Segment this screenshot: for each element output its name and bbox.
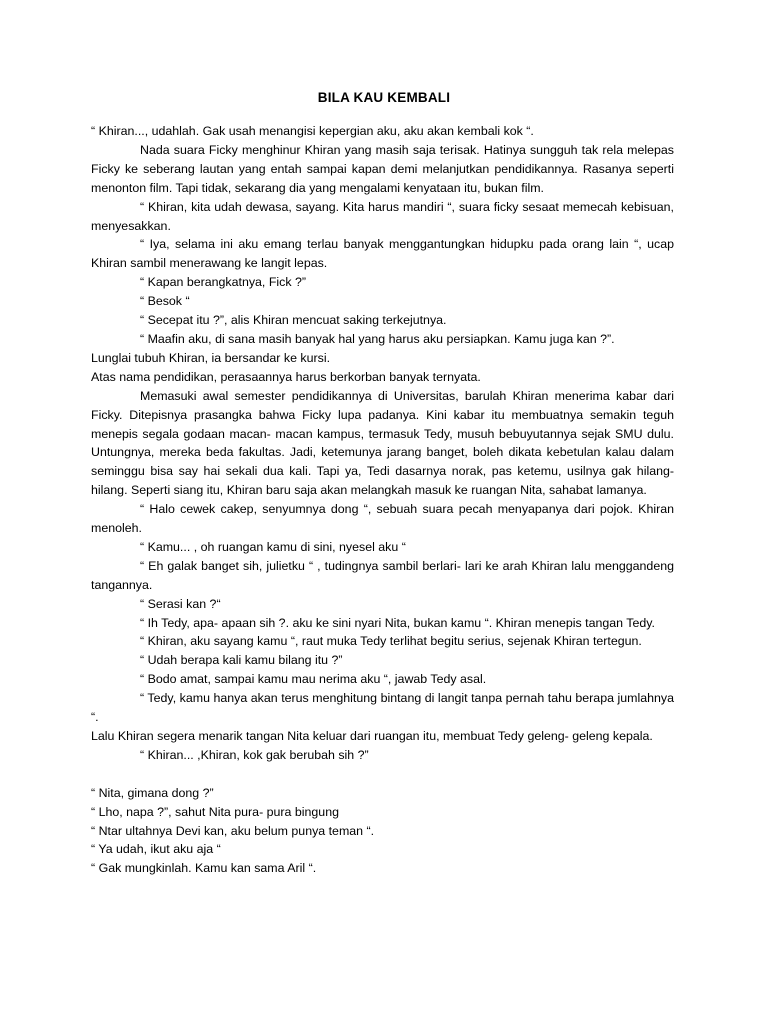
- paragraph: “ Lho, napa ?”, sahut Nita pura- pura bingung: [91, 804, 339, 819]
- paragraph: “ Ntar ultahnya Devi kan, aku belum punya teman “.: [91, 823, 375, 838]
- paragraph: “ Khiran... ,Khiran, kok gak berubah sih ?”: [140, 747, 369, 762]
- paragraph: “ Secepat itu ?”, alis Khiran mencuat saking terkejutnya.: [140, 313, 447, 328]
- paragraph-gap: [91, 765, 674, 784]
- paragraph: “ Halo cewek cakep, senyumnya dong “, sebuah suara pecah menyapanya dari pojok. Khiran menoleh.: [91, 502, 674, 536]
- paragraph: Lalu Khiran segera menarik tangan Nita keluar dari ruangan itu, membuat Tedy geleng- geleng kepala.: [91, 729, 653, 743]
- paragraph: “ Kapan berangkatnya, Fick ?”: [140, 275, 306, 290]
- paragraph: Lunglai tubuh Khiran, ia bersandar ke kursi.: [91, 350, 331, 365]
- paragraph: “ Eh galak banget sih, julietku “ , tudingnya sambil berlari- lari ke arah Khiran lalu menggandeng tangannya.: [91, 558, 674, 592]
- paragraph: Nada suara Ficky menghinur Khiran yang masih saja terisak. Hatinya sungguh tak rela melepas Ficky ke seberang lautan yang entah sampai kapan demi melanjutkan pendidikannya. Rasanya seperti menonton film. Tapi tidak, sekarang dia yang mengalami kenyataan itu, bukan film.: [91, 142, 674, 195]
- paragraph: “ Serasi kan ?“: [140, 596, 221, 611]
- document-title: BILA KAU KEMBALI: [317, 90, 451, 105]
- paragraph: “ Gak mungkinlah. Kamu kan sama Aril “.: [91, 861, 317, 876]
- paragraph: “ Khiran, aku sayang kamu “, raut muka Tedy terlihat begitu serius, sejenak Khiran tertegun.: [140, 634, 642, 649]
- paragraph: “ Tedy, kamu hanya akan terus menghitung bintang di langit tanpa pernah tahu berapa jumlahnya “.: [91, 691, 674, 725]
- paragraph: Memasuki awal semester pendidikannya di Universitas, barulah Khiran menerima kabar dari Ficky. Ditepisnya prasangka bahwa Ficky lupa padanya. Kini kabar itu membuatnya semakin teguh menepis segala godaan macan- macan kampus, termasuk Tedy, musuh bebuyutannya sejak SMU dulu. Untungnya, mereka beda fakultas. Jadi, ketemunya jarang banget, boleh dikata kebetulan kalau dalam seminggu bisa say hai sekali dua kali. Tapi ya, Tedi dasarnya norak, pas ketemu, usilnya gak hilang- hilang. Seperti siang itu, Khiran baru saja akan melangkah masuk ke ruangan Nita, sahabat lamanya.: [91, 388, 674, 498]
- document-body: [91, 122, 674, 878]
- paragraph: “ Kamu... , oh ruangan kamu di sini, nyesel aku “: [140, 539, 406, 554]
- paragraph: “ Iya, selama ini aku emang terlau banyak menggantungkan hidupku pada orang lain “, ucap Khiran sambil menerawang ke langit lepas.: [91, 237, 674, 271]
- paragraph: “ Nita, gimana dong ?”: [91, 785, 214, 800]
- paragraph: “ Maafin aku, di sana masih banyak hal yang harus aku persiapkan. Kamu juga kan ?”.: [140, 331, 615, 346]
- paragraph: “ Ya udah, ikut aku aja “: [91, 842, 221, 857]
- paragraph: “ Ih Tedy, apa- apaan sih ?. aku ke sini nyari Nita, bukan kamu “. Khiran menepis tangan Tedy.: [140, 615, 655, 630]
- paragraph: “ Bodo amat, sampai kamu mau nerima aku “, jawab Tedy asal.: [140, 672, 487, 687]
- paragraph: “ Besok “: [140, 294, 190, 309]
- paragraph: “ Udah berapa kali kamu bilang itu ?”: [140, 653, 343, 668]
- paragraph: “ Khiran..., udahlah. Gak usah menangisi kepergian aku, aku akan kembali kok “.: [91, 124, 534, 138]
- paragraph: “ Khiran, kita udah dewasa, sayang. Kita harus mandiri “, suara ficky sesaat memecah kebisuan, menyesakkan.: [91, 199, 674, 233]
- paragraph: Atas nama pendidikan, perasaannya harus berkorban banyak ternyata.: [91, 369, 481, 384]
